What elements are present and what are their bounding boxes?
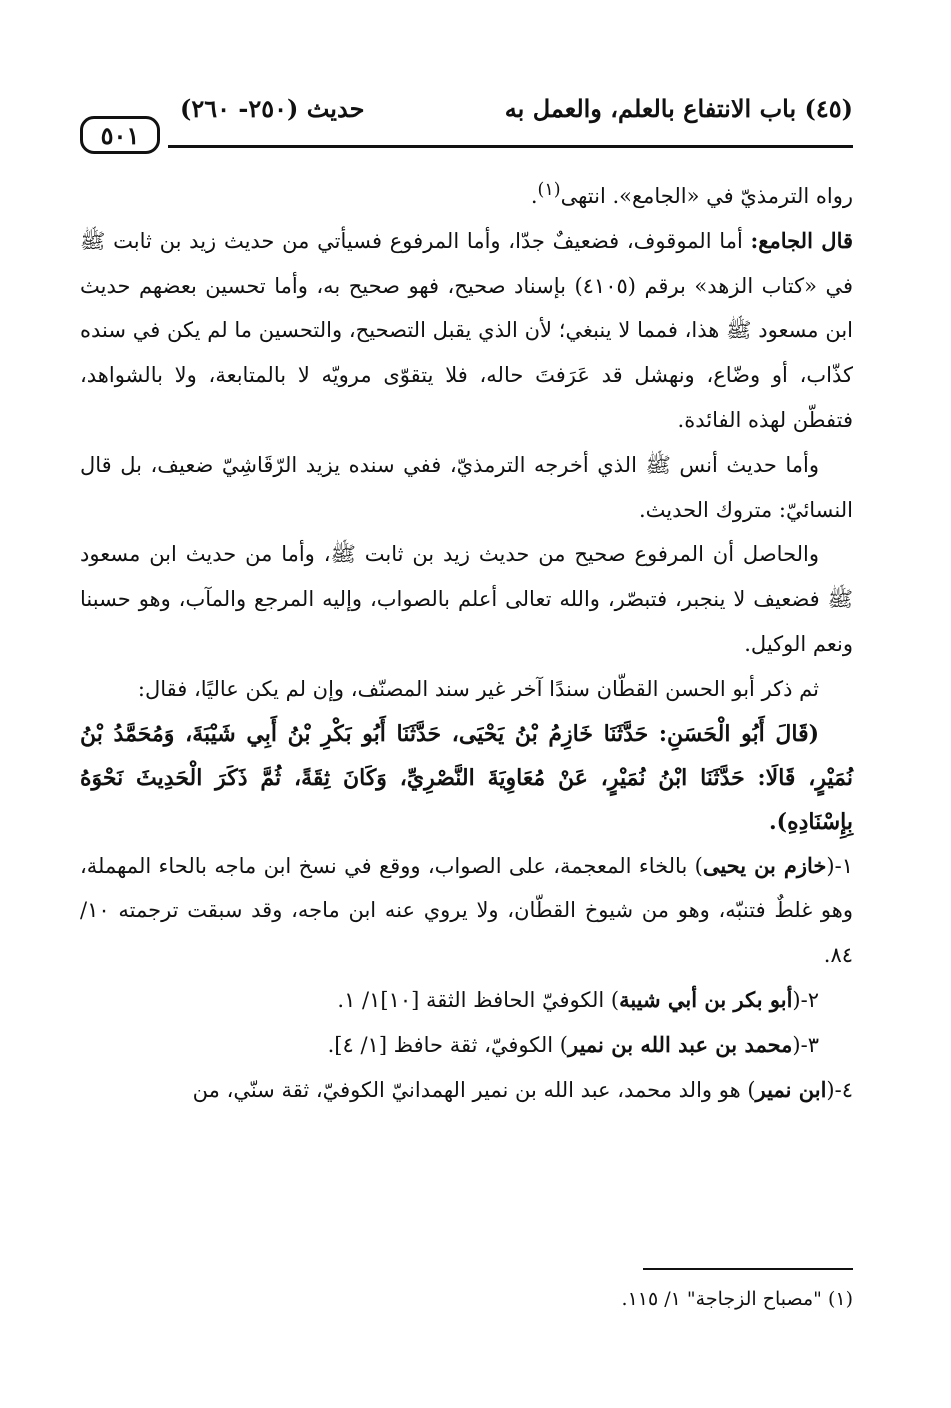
- main-text: [80, 168, 853, 1112]
- narrator-name: ابن نمير: [755, 1076, 827, 1102]
- chapter-title: (٤٥) باب الانتفاع بالعلم، والعمل به: [504, 94, 853, 123]
- page-number: ٥٠١: [80, 116, 160, 154]
- narrator-name: خازم بن يحيى: [702, 852, 827, 878]
- hadith-range: حديث (٢٥٠- ٢٦٠): [180, 94, 365, 123]
- hadith-narration: (قَالَ أَبُو الْحَسَنِ: حَدَّثَنَا خَازِمُ بْنُ يَحْيَى، حَدَّثَنَا أَبُو بَكْرِ بْنُ أَبِي شَيْبَةَ، وَمُحَمَّدُ بْنُ نُمَيْرٍ، قَالَا: حَدَّثَنَا ابْنُ نُمَيْرٍ، عَنْ مُعَاوِيَةَ النَّصْرِيِّ، وَكَانَ ثِقَةً، ثُمَّ ذَكَرَ الْحَدِيثَ نَحْوَهُ بِإِسْنَادِهِ).: [80, 720, 853, 835]
- paragraph-text: رواه الترمذيّ في «الجامع». انتهى: [560, 184, 853, 208]
- paragraph-text: أما الموقوف، فضعيفٌ جدّا، وأما المرفوع فسيأتي من حديث زيد بن ثابت ﷺ في «كتاب الزهد» برقم (٤١٠٥) بإسناد صحيح، فهو صحيح به، وأما تحسين بعضهم حديث ابن مسعود ﷺ هذا، فمما لا ينبغي؛ لأن الذي يقبل التصحيح، والتحسين ما لم يكن في سنده كذّاب، أو وضّاع، ونهشل قد عَرَفتَ حاله، فلا يتقوّى مرويّه لا بالمتابعة، ولا بالشواهد، فتفطّن لهذه الفائدة.: [80, 228, 854, 432]
- header-rule: [168, 145, 853, 148]
- narrator-name: محمد بن عبد الله بن نمير: [567, 1031, 793, 1057]
- running-header: [80, 88, 853, 152]
- footnote-ref: (١): [537, 180, 561, 200]
- paragraph: والحاصل أن المرفوع صحيح من حديث زيد بن ثابت ﷺ، وأما من حديث ابن مسعود ﷺ فضعيف لا ينجبر، فتبصّر، والله تعالى أعلم بالصواب، وإليه المرجع والمآب، وهو حسبنا ونعم الوكيل.: [80, 542, 853, 656]
- narrator-name: أبو بكر بن أبي شيبة: [619, 986, 793, 1012]
- paragraph: [80, 219, 853, 443]
- narrator-note: ٣-(محمد بن عبد الله بن نمير) الكوفيّ، ثقة حافظ [١/ ٤].: [327, 1031, 819, 1057]
- narrator-note: ١-(خازم بن يحيى) بالخاء المعجمة، على الصواب، ووقع في نسخ ابن ماجه بالحاء المهملة، وهو غلطٌ فتنبّه، وهو من شيوخ القطّان، ولا يروي عنه ابن ماجه، وقد سبقت ترجمته ١٠/ ٨٤.: [80, 852, 853, 968]
- narrator-note: ٤-(ابن نمير) هو والد محمد، عبد الله بن نمير الهمدانيّ الكوفيّ، ثقة سنّي، من: [192, 1076, 853, 1102]
- speaker-label: قال الجامع:: [750, 227, 853, 253]
- paragraph: وأما حديث أنس ﷺ الذي أخرجه الترمذيّ، ففي سنده يزيد الرّقَاشِيّ ضعيف، بل قال النسائيّ: متروك الحديث.: [80, 452, 853, 522]
- narrator-note: ٢-(أبو بكر بن أبي شيبة) الكوفيّ الحافظ الثقة [١٠]١/ ١.: [337, 986, 819, 1012]
- footnote-rule: [643, 1268, 853, 1270]
- paragraph: رواه الترمذيّ في «الجامع». انتهى$^{(١)}$.: [530, 180, 853, 208]
- paragraph: ثم ذكر أبو الحسن القطّان سندًا آخر غير سند المصنّف، وإن لم يكن عاليًا، فقال:: [137, 676, 819, 701]
- footnote: (١) "مصباح الزجاجة" ١/ ١١٥.: [621, 1288, 853, 1310]
